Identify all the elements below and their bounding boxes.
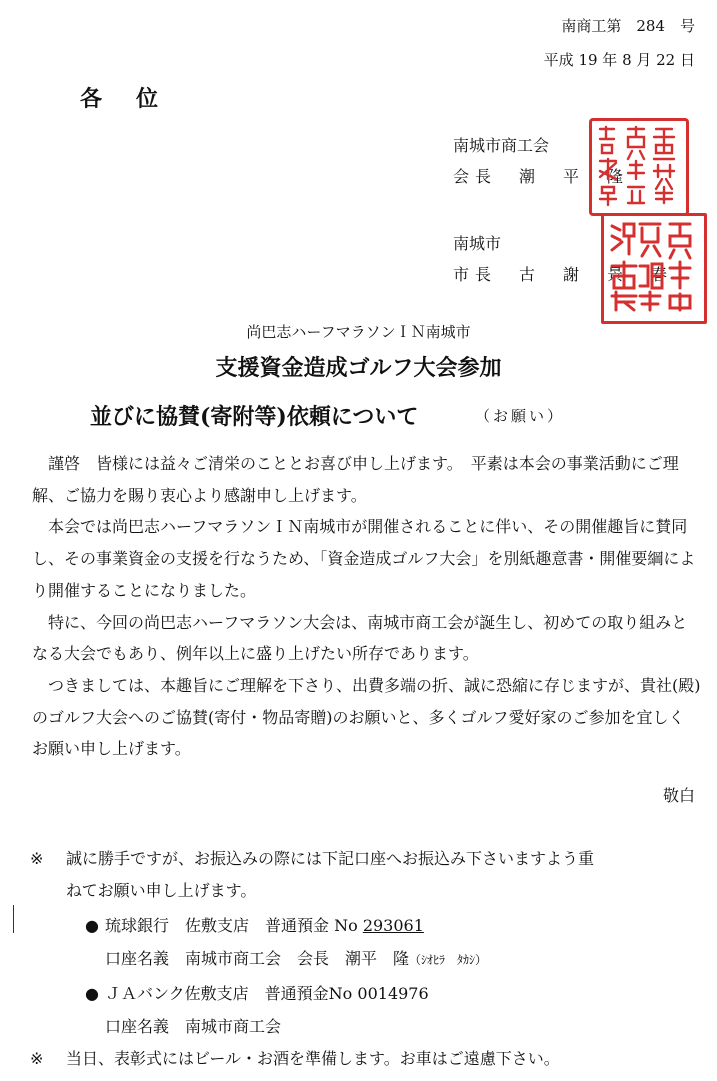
note-1 (30, 846, 594, 869)
account-2-holder: 口座名義 南城市商工会 (105, 1017, 282, 1036)
account-1 (105, 946, 487, 969)
document-number: 南商工第 284 号 (561, 17, 695, 35)
note-mark: ※ (30, 849, 44, 868)
title-request-note: （お願い） (475, 407, 566, 425)
body-line: なる大会でもあり、例年以上に盛り上げたい所存であります。 (32, 644, 479, 664)
body-line: 本会では尚巴志ハーフマラソンＩＮ南城市が開催されることに伴い、その開催趣旨に賛同 (32, 517, 688, 537)
body-line: り開催することになりました。 (32, 580, 257, 600)
bank-1-account-number: 293061 (362, 916, 424, 935)
bank-2-name: ＪＡバンク佐敷支店 普通預金No 0014976 (105, 984, 429, 1003)
body-line: し、その事業資金の支援を行なうため、「資金造成ゴルフ大会」を別紙趣意書・開催要綱によ (32, 549, 696, 569)
account-1-holder: 口座名義 南城市商工会 会長 潮平 隆 (105, 949, 410, 968)
bank-1-name: 琉球銀行 佐敷支店 普通預金 No (105, 916, 363, 935)
body-line: 解、ご協力を賜り衷心より感謝申し上げます。 (32, 485, 367, 505)
chamber-seal-glyphs (592, 121, 680, 207)
addressee: 各位 (80, 86, 193, 112)
account-1-kana: （ｼｵﾋﾗ ﾀｶｼ） (409, 953, 488, 967)
title-line-2: 並びに協賛(寄附等)依頼について (90, 404, 419, 430)
sender-mayor: 市長 古 謝 景 春 (453, 265, 674, 284)
title-line-1: 支援資金造成ゴルフ大会参加 (215, 355, 502, 381)
city-seal-glyphs (604, 216, 698, 315)
note-1-line-1: 誠に勝手ですが、お振込みの際には下記口座へお振込み下さいますよう重 (66, 849, 595, 868)
sender-org-chamber: 南城市商工会 (453, 136, 550, 155)
note-2-text: 当日、表彰式にはビール・お酒を準備します。お車はご遠慮下さい。 (66, 1049, 560, 1068)
bullet-icon: ● (85, 916, 99, 935)
city-mayor-seal-stamp (601, 213, 707, 324)
bank-2 (85, 981, 429, 1004)
body-line: 特に、今回の尚巴志ハーフマラソン大会は、南城市商工会が誕生し、初めての取り組みと (32, 612, 688, 632)
body-line: のゴルフ大会へのご協賛(寄付・物品寄贈)のお願いと、多くゴルフ愛好家のご参加を宜しく (32, 707, 685, 727)
body-line: つきましては、本趣旨にご理解を下さり、出費多端の折、誠に恐縮に存じますが、貴社(殿) (32, 675, 701, 695)
body-line: お願い申し上げます。 (32, 739, 191, 759)
chamber-seal-stamp (589, 118, 689, 216)
event-subtitle: 尚巴志ハーフマラソンＩＮ南城市 (246, 323, 471, 341)
margin-mark (13, 905, 14, 933)
sender-org-city: 南城市 (453, 234, 502, 253)
document-date: 平成 19 年 8 月 22 日 (543, 51, 695, 69)
closing-keihaku: 敬白 (662, 786, 695, 805)
note-1-line-2: ねてお願い申し上げます。 (66, 881, 257, 900)
sender-president: 会長 潮 平 隆 (453, 167, 630, 186)
note-2 (30, 1046, 560, 1069)
note-mark: ※ (30, 1049, 44, 1068)
letter-body (32, 448, 701, 765)
body-line: 謹啓 皆様には益々ご清栄のこととお喜び申し上げます。 平素は本会の事業活動にご理 (32, 454, 679, 473)
bank-1 (85, 913, 424, 936)
bullet-icon: ● (85, 984, 99, 1003)
